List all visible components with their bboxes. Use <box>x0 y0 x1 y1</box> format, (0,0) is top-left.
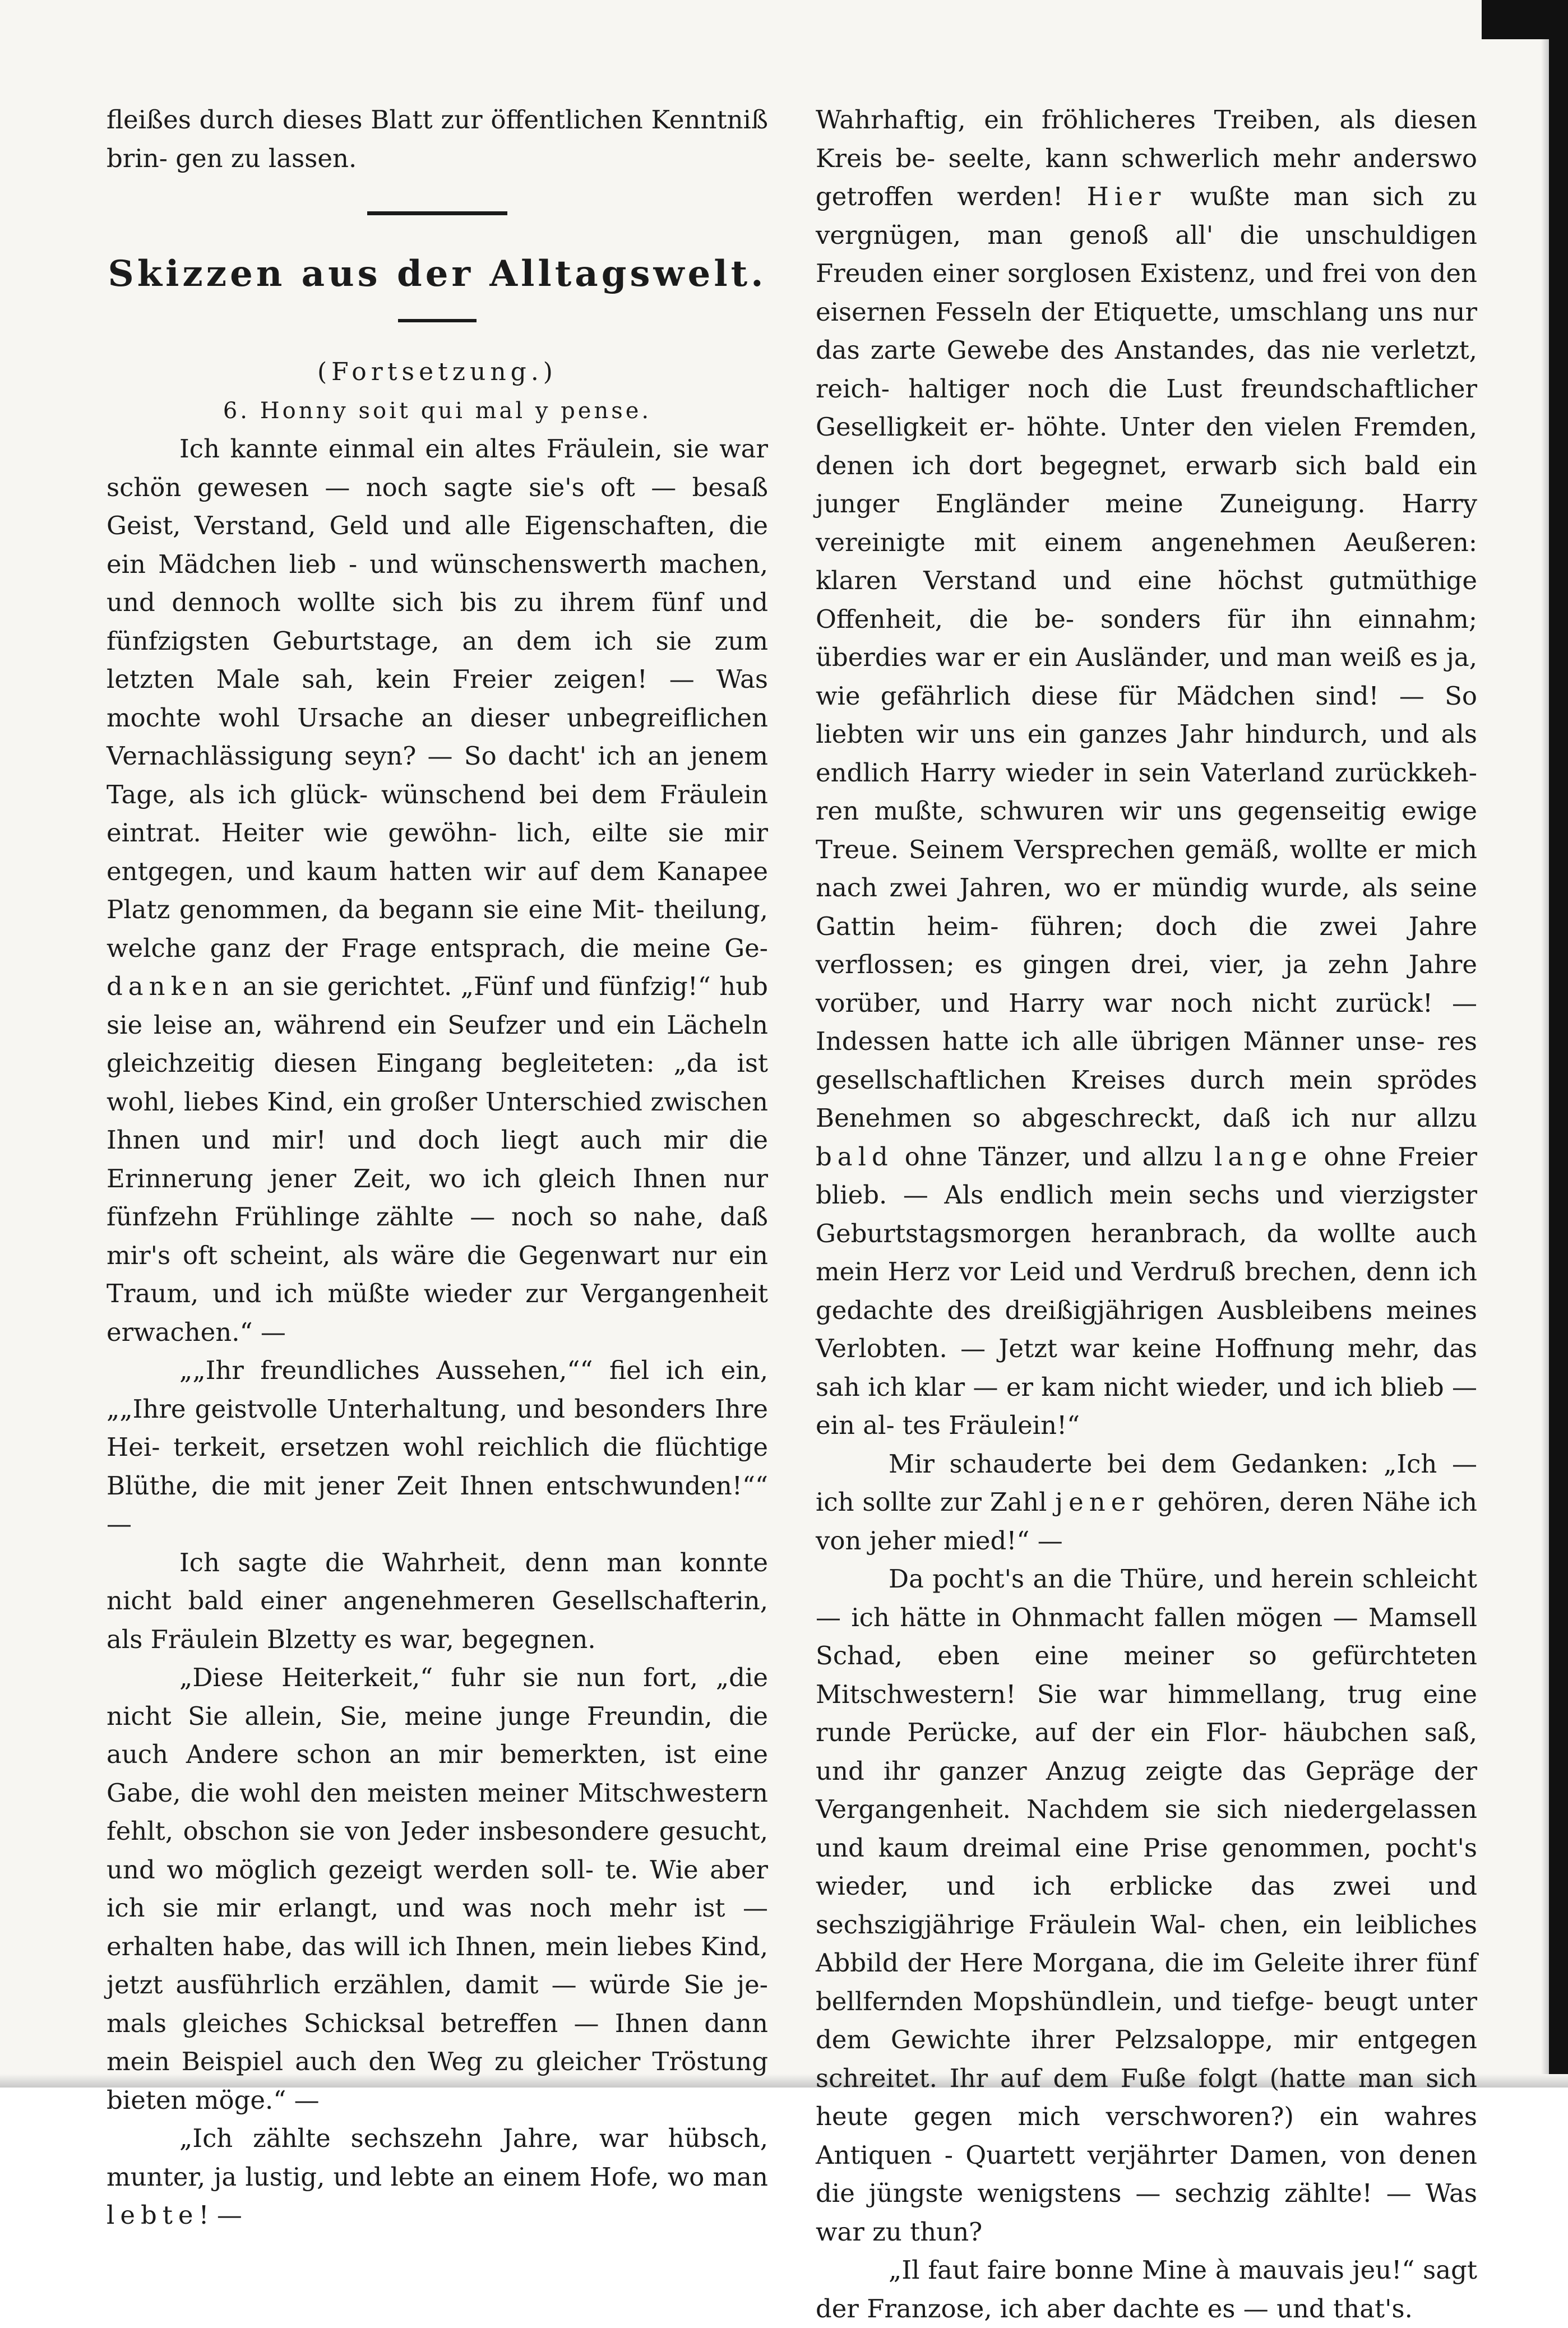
section-divider <box>367 211 507 215</box>
subtitle: (Fortsetzung.) <box>317 358 557 386</box>
paragraph: „Diese Heiterkeit,“ fuhr sie nun fort, „die nicht Sie allein, Sie, meine junge Freundin, die auch Andere schon an mir bemerkten, ist eine Gabe, die wohl den meisten meiner Mitschwestern fehlt, obschon sie von Jeder insbesondere gesucht, und wo möglich gezeigt werden soll- te. Wie aber ich sie mir erlangt, und was noch mehr ist — erhalten habe, das will ich Ihnen, mein liebes Kind, jetzt ausführlich erzählen, damit — würde Sie je- mals gleiches Schicksal betreffen — Ihnen dann mein Beispiel auch den Weg zu gleicher Tröstung bieten möge.“ — <box>107 1663 768 2115</box>
paragraph: „„Ihr freundliches Aussehen,““ fiel ich ein, „„Ihre geistvolle Unterhaltung, und besonders Ihre Hei- terkeit, ersetzen wohl reichlich die flüchtige Blüthe, die mit jener Zeit Ihnen entschwunden!““ — <box>107 1355 768 1539</box>
right-column <box>816 101 1477 2328</box>
paragraph: „Il faut faire bonne Mine à mauvais jeu!“ sagt der Franzose, ich aber dachte es — und that's. <box>816 2255 1477 2324</box>
item-heading: 6. Honny soit qui mal y pense. <box>223 397 652 424</box>
paragraph: Da pocht's an die Thüre, und herein schleicht — ich hätte in Ohnmacht fallen mögen — Mamsell Schad, eben eine meiner so gefürchteten Mitschwestern! Sie war himmellang, trug eine runde Perücke, auf der ein Flor- häubchen saß, und ihr ganzer Anzug zeigte das Gepräge der Vergangenheit. Nachdem sie sich niedergelassen und kaum dreimal eine Prise genommen, pocht's wieder, und ich erblicke das zwei und sechszigjährige Fräulein Wal- chen, ein leibliches Abbild der Here Morgana, die im Geleite ihrer fünf bellfernden Mopshündlein, und tiefge- beugt unter dem Gewichte ihrer Pelzsaloppe, mir entgegen schreitet. Ihr auf dem Fuße folgt (hatte man sich heute gegen mich verschworen?) ein wahres Antiquen - Quartett verjährter Damen, von denen die jüngste wenigstens — sechzig zählte! — Was war zu thun? <box>816 1564 1477 2247</box>
section-title: Skizzen aus der Alltagswelt. <box>108 253 767 295</box>
paragraph: Wahrhaftig, ein fröhlicheres Treiben, als diesen Kreis be- seelte, kann schwerlich mehr anderswo getroffen werden! Hier wußte man sich zu vergnügen, man genoß all' die unschuldigen Freuden einer sorglosen Existenz, und frei von den eisernen Fesseln der Etiquette, umschlang uns nur das zarte Gewebe des Anstandes, das nie verletzt, reich- haltiger noch die Lust freundschaftlicher Geselligkeit er- höhte. Unter den vielen Fremden, denen ich dort begegnet, erwarb sich bald ein junger Engländer meine Zuneigung. Harry vereinigte mit einem angenehmen Aeußeren: klaren Verstand und eine höchst gutmüthige Offenheit, die be- sonders für ihn einnahm; überdies war er ein Ausländer, und man weiß es ja, wie gefährlich diese für Mädchen sind! — So liebten wir uns ein ganzes Jahr hindurch, und als endlich Harry wieder in sein Vaterland zurückkeh- ren mußte, schwuren wir uns gegenseitig ewige Treue. Seinem Versprechen gemäß, wollte er mich nach zwei Jahren, wo er mündig wurde, als seine Gattin heim- führen; doch die zwei Jahre verflossen; es gingen drei, vier, ja zehn Jahre vorüber, und Harry war noch nicht zurück! — Indessen hatte ich alle übrigen Männer unse- res gesellschaftlichen Kreises durch mein sprödes Benehmen so abgeschreckt, daß ich nur allzu bald ohne Tänzer, und allzu lange ohne Freier blieb. — Als endlich mein sechs und vierzigster Geburtstagsmorgen heranbrach, da wollte auch mein Herz vor Leid und Verdruß brechen, denn ich gedachte des dreißigjährigen Ausbleibens meines Verlobten. — Jetzt war keine Hoffnung mehr, das sah ich klar — er kam nicht wieder, und ich blieb — ein al- tes Fräulein!“ <box>816 105 1477 1440</box>
paragraph: Ich kannte einmal ein altes Fräulein, sie war schön gewesen — noch sagte sie's oft — besaß Geist, Verstand, Geld und alle Eigenschaften, die ein Mädchen lieb - und wünschenswerth machen, und dennoch wollte sich bis zu ihrem fünf und fünfzigsten Geburtstage, an dem ich sie zum letzten Male sah, kein Freier zeigen! — Was mochte wohl Ursache an dieser unbegreiflichen Vernachlässigung seyn? — So dacht' ich an jenem Tage, als ich glück- wünschend bei dem Fräulein eintrat. Heiter wie gewöhn- lich, eilte sie mir entgegen, und kaum hatten wir auf dem Kanapee Platz genommen, da begann sie eine Mit- theilung, welche ganz der Frage entsprach, die meine Ge- danken an sie gerichtet. „Fünf und fünfzig!“ hub sie leise an, während ein Seufzer und ein Lächeln gleichzeitig diesen Eingang begleiteten: „da ist wohl, liebes Kind, ein großer Unterschied zwischen Ihnen und mir! und doch liegt auch mir die Erinnerung jener Zeit, wo ich gleich Ihnen nur fünfzehn Frühlinge zählte — noch so nahe, daß mir's oft scheint, als wäre die Gegenwart nur ein Traum, und ich müßte wieder zur Vergangenheit erwachen.“ — <box>107 434 768 1347</box>
paragraph: Ich sagte die Wahrheit, denn man konnte nicht bald einer angenehmeren Gesellschafterin, als Fräulein Blzetty es war, begegnen. <box>107 1547 768 1654</box>
paragraph: „Ich zählte sechszehn Jahre, war hübsch, munter, ja lustig, und lebte an einem Hofe, wo man lebte! — <box>107 2123 768 2230</box>
title-divider <box>398 319 477 322</box>
paragraph: Mir schauderte bei dem Gedanken: „Ich — ich sollte zur Zahl jener gehören, deren Nähe ich von jeher mied!“ — <box>816 1448 1477 1556</box>
scanner-edge-tab <box>1482 0 1549 39</box>
page-shadow-right <box>1541 39 1549 2080</box>
scanner-edge-right <box>1549 0 1568 2088</box>
left-column <box>107 101 768 2235</box>
intro-text: fleißes durch dieses Blatt zur öffentlichen Kenntniß brin- gen zu lassen. <box>107 105 768 173</box>
